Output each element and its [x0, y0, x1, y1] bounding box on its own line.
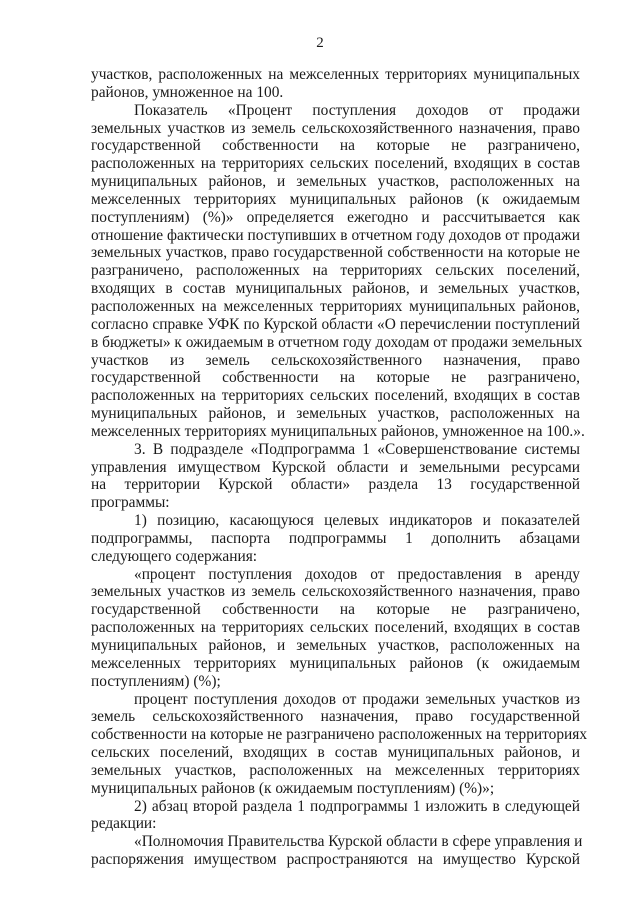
text-line: собственности на которые не разграничено расположенных на территориях: [91, 726, 588, 744]
text-line: расположенных на территориях сельских поселений, входящих в состав: [91, 155, 580, 173]
text-line: подпрограммы, паспорта подпрограммы 1 дополнить абзацами: [91, 529, 580, 547]
text-line: межселенных территориях муниципальных районов (к ожидаемым: [91, 654, 580, 672]
text-line: 3. В подразделе «Подпрограмма 1 «Совершенствование системы: [134, 440, 580, 458]
text-line: государственной собственности на которые не разграничено,: [91, 369, 580, 387]
text-line: на территории Курской области» раздела 13 государственной: [91, 476, 580, 494]
text-line: земельных участков из земель сельскохозяйственного назначения, право: [91, 583, 580, 601]
text-line: земель сельскохозяйственного назначения, право государственной: [91, 708, 580, 726]
paragraph-continuation: [91, 66, 580, 102]
text-line: разграничено, расположенных на территориях сельских поселений,: [91, 262, 580, 280]
text-line: муниципальных районов, и земельных участков, расположенных на: [91, 637, 580, 654]
text-line: отношение фактически поступивших в отчетном году доходов от продажи: [91, 226, 580, 244]
paragraph-quote-powers: [91, 833, 583, 869]
text-line: редакции:: [91, 815, 157, 833]
paragraph-subitem-1: [91, 512, 580, 566]
text-line: государственной собственности на которые не разграничено,: [91, 601, 580, 619]
text-line: входящих в состав муниципальных районов, и земельных участков,: [91, 280, 580, 298]
text-line: расположенных на межселенных территориях муниципальных районов,: [91, 297, 580, 315]
text-line: в бюджеты» к ожидаемым в отчетном году доходам от продажи земельных: [91, 333, 583, 351]
text-line: управления имуществом Курской области и земельными ресурсами: [91, 458, 580, 476]
text-line: земельных участков, право государственной собственности на которые не: [91, 244, 580, 262]
page-number: 2: [316, 35, 324, 51]
text-line: государственной собственности на которые не разграничено,: [91, 137, 580, 155]
text-line: межселенных территориях муниципальных районов, умноженное на 100.».: [91, 422, 585, 440]
paragraph-quote-rent: [91, 566, 580, 691]
text-line: 1) позицию, касающуюся целевых индикаторов и показателей: [134, 512, 580, 530]
text-line: согласно справке УФК по Курской области «О перечислении поступлений: [91, 315, 580, 333]
text-line: земельных участков из земель сельскохозяйственного назначения, право: [91, 119, 580, 137]
text-line: участков, расположенных на межселенных территориях муниципальных: [91, 66, 580, 83]
document-body: [91, 66, 588, 869]
text-line: поступлениям) (%)» определяется ежегодно и рассчитывается как: [91, 208, 580, 226]
paragraph-item-3: [91, 441, 580, 512]
text-line: муниципальных районов, и земельных участков, расположенных на: [91, 173, 580, 191]
text-line: процент поступления доходов от продажи земельных участков из: [134, 690, 580, 708]
text-line: участков из земель сельскохозяйственного назначения, право: [91, 351, 580, 369]
text-line: сельских поселений, входящих в состав муниципальных районов, и: [91, 744, 580, 762]
text-line: «Полномочия Правительства Курской области в сфере управления и: [134, 833, 583, 851]
text-line: расположенных на территориях сельских поселений, входящих в состав: [91, 619, 580, 637]
text-line: распоряжения имуществом распространяются на имущество Курской: [91, 851, 580, 869]
text-line: «процент поступления доходов от предоставления в аренду: [134, 565, 580, 583]
text-line: межселенных территориях муниципальных районов (к ожидаемым: [91, 190, 580, 208]
text-line: муниципальных районов (к ожидаемым поступлениям) (%)»;: [91, 779, 495, 797]
text-line: расположенных на территориях сельских поселений, входящих в состав: [91, 387, 580, 405]
text-line: земельных участков, расположенных на межселенных территориях: [91, 761, 580, 779]
paragraph-subitem-2: [91, 798, 580, 834]
text-line: Показатель «Процент поступления доходов от продажи: [134, 101, 580, 119]
text-line: районов, умноженное на 100.: [91, 83, 284, 101]
paragraph-quote-sale: [91, 690, 588, 798]
text-line: 2) абзац второй раздела 1 подпрограммы 1 изложить в следующей: [134, 797, 580, 815]
text-line: муниципальных районов, и земельных участков, расположенных на: [91, 405, 580, 423]
paragraph-indicator-sale: [91, 101, 585, 441]
text-line: следующего содержания:: [91, 547, 258, 565]
text-line: программы:: [91, 494, 170, 512]
text-line: поступлениям) (%);: [91, 672, 221, 690]
